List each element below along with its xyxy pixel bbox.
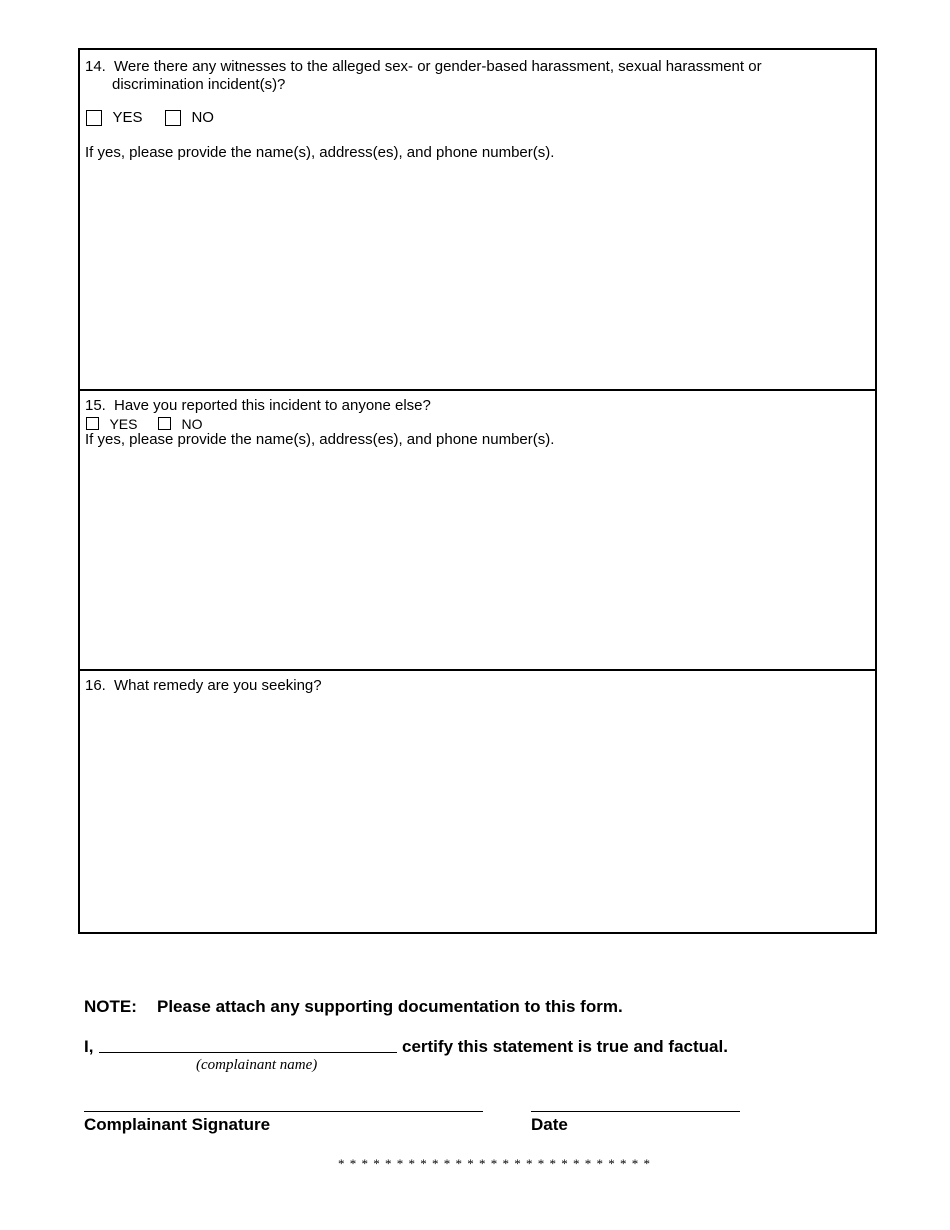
question-15-no-label: NO <box>181 415 203 432</box>
question-15-yes-option[interactable] <box>86 415 138 432</box>
question-14-section <box>80 50 875 391</box>
question-15-no-option[interactable] <box>158 415 203 432</box>
question-14-followup: If yes, please provide the name(s), address(es), and phone number(s). <box>85 144 555 161</box>
question-15-text: Have you reported this incident to anyone else? <box>114 397 431 414</box>
signature-label: Complainant Signature <box>84 1115 271 1134</box>
question-15-no-checkbox[interactable] <box>158 417 171 430</box>
question-15-followup: If yes, please provide the name(s), address(es), and phone number(s). <box>85 431 555 448</box>
note-label: NOTE: <box>84 997 137 1016</box>
question-14-text-line2: discrimination incident(s)? <box>112 76 286 93</box>
question-16-number: 16. <box>85 677 106 694</box>
question-15-yes-label: YES <box>109 415 138 432</box>
complainant-name-caption: (complainant name) <box>196 1057 318 1073</box>
question-14-yes-label: YES <box>112 109 143 127</box>
question-14-text-line1: Were there any witnesses to the alleged sex- or gender-based harassment, sexual harassment or <box>114 58 762 75</box>
question-14-number: 14. <box>85 58 106 75</box>
question-14-yes-checkbox[interactable] <box>86 110 102 126</box>
certify-prefix: I, <box>84 1037 94 1056</box>
date-line[interactable] <box>531 1111 740 1112</box>
question-14-yes-option[interactable] <box>86 109 142 125</box>
question-16-section <box>80 671 875 932</box>
date-label: Date <box>531 1115 568 1134</box>
question-14-no-option[interactable] <box>165 109 214 125</box>
note-text: Please attach any supporting documentation to this form. <box>157 997 623 1016</box>
question-15-answer-area[interactable] <box>85 455 870 663</box>
certify-suffix: certify this statement is true and factual. <box>402 1037 728 1056</box>
form-table <box>78 48 877 934</box>
question-16-answer-area[interactable] <box>85 701 870 926</box>
footer-stars: * * * * * * * * * * * * * * * * * * * * * * * * * * * <box>338 1156 651 1171</box>
question-14-answer-area[interactable] <box>85 168 870 383</box>
question-14-no-checkbox[interactable] <box>165 110 181 126</box>
question-15-section <box>80 391 875 671</box>
signature-line[interactable] <box>84 1111 483 1112</box>
question-14-no-label: NO <box>191 109 214 127</box>
question-16-text: What remedy are you seeking? <box>114 677 322 694</box>
question-15-number: 15. <box>85 397 106 414</box>
question-15-yes-checkbox[interactable] <box>86 417 99 430</box>
complainant-name-line[interactable] <box>99 1052 397 1053</box>
